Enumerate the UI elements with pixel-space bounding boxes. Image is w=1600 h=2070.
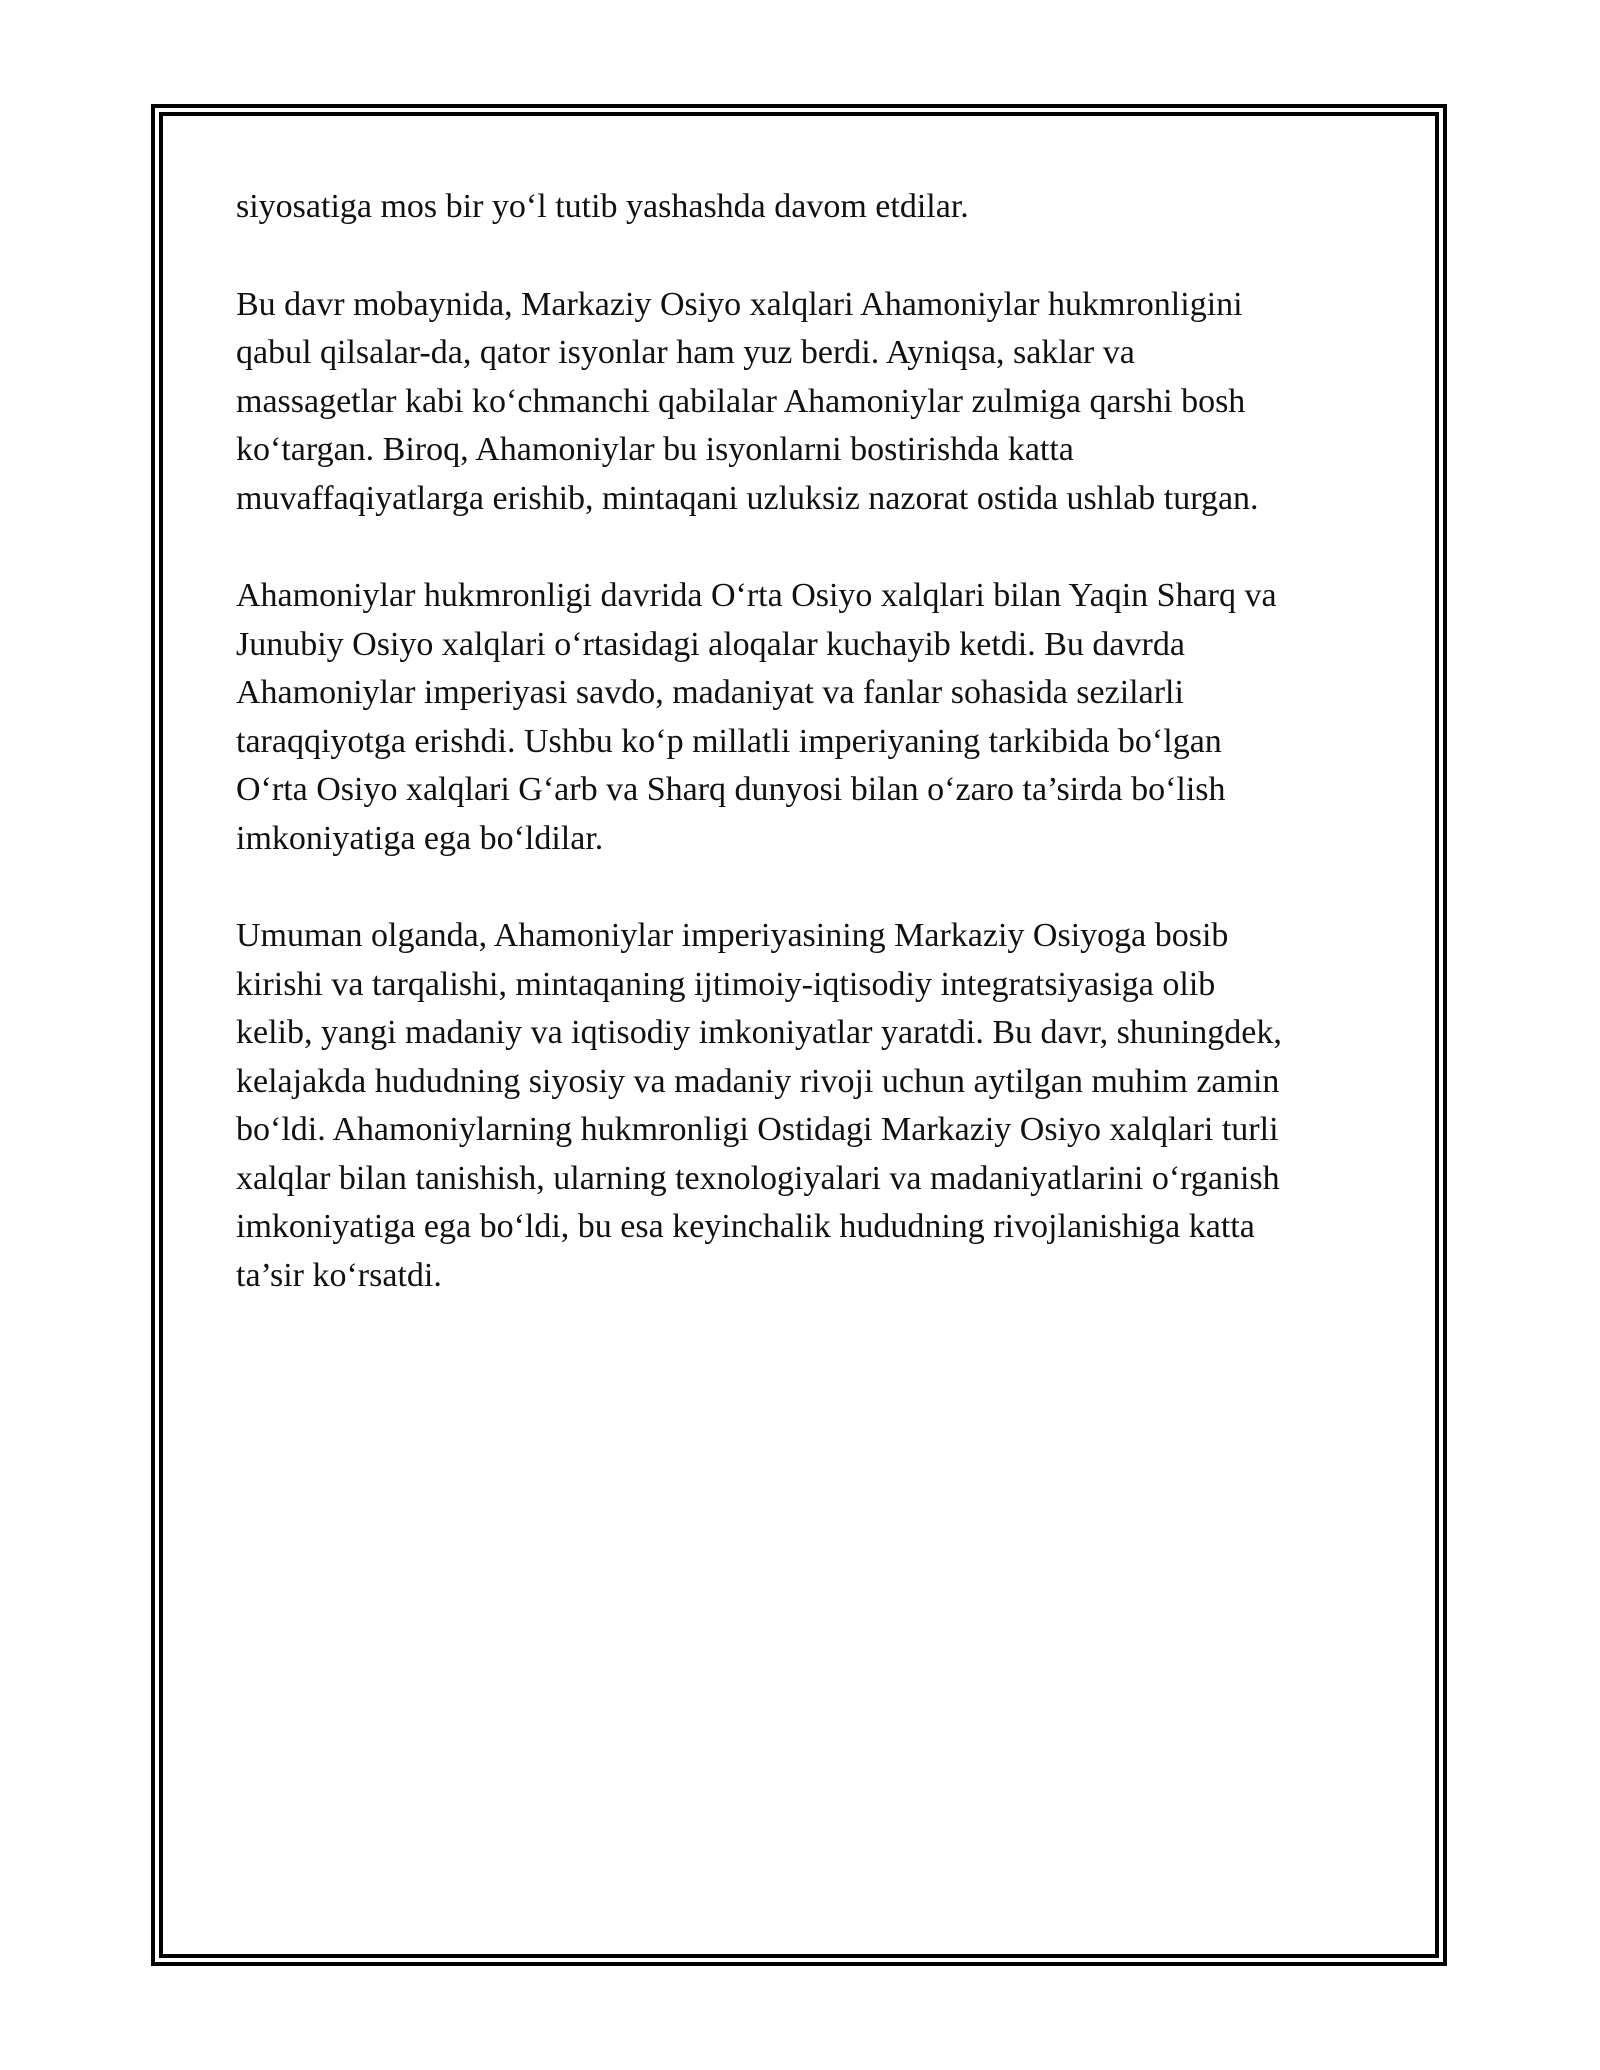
document-body — [236, 183, 1376, 1349]
paragraph-4: Umuman olganda, Ahamoniylar imperiyasining Markaziy Osiyoga bosib kirishi va tarqalishi, mintaqaning ijtimoiy-iqtisodiy integratsiyasiga olib kelib, yangi madaniy va iqtisodiy imkoniyatlar yaratdi. Bu davr, shuningdek, kelajakda hududning siyosiy va madaniy rivoji uchun aytilgan muhim zamin bo‘ldi. Ahamoniylarning hukmronligi Ostidagi Markaziy Osiyo xalqlari turli xalqlar bilan tanishish, ularning texnologiyalari va madaniyatlarini o‘rganish imkoniyatiga ega bo‘ldi, bu esa keyinchalik hududning rivojlanishiga katta ta’sir ko‘rsatdi. — [236, 917, 1282, 1294]
paragraph-2: Bu davr mobaynida, Markaziy Osiyo xalqlari Ahamoniylar hukmronligini qabul qilsalar-da, qator isyonlar ham yuz berdi. Ayniqsa, saklar va massagetlar kabi ko‘chmanchi qabilalar Ahamoniylar zulmiga qarshi bosh ko‘targan. Biroq, Ahamoniylar bu isyonlarni bostirishda katta muvaffaqiyatlarga erishib, mintaqani uzluksiz nazorat ostida ushlab turgan. — [236, 285, 1259, 517]
paragraph-3: Ahamoniylar hukmronligi davrida O‘rta Osiyo xalqlari bilan Yaqin Sharq va Junubiy Osiyo xalqlari o‘rtasidagi aloqalar kuchayib ketdi. Bu davrda Ahamoniylar imperiyasi savdo, madaniyat va fanlar sohasida sezilarli taraqqiyotga erishdi. Ushbu ko‘p millatli imperiyaning tarkibida bo‘lgan O‘rta Osiyo xalqlari G‘arb va Sharq dunyosi bilan o‘zaro ta’sirda bo‘lish imkoniyatiga ega bo‘ldilar. — [236, 577, 1277, 857]
paragraph-1: siyosatiga mos bir yo‘l tutib yashashda davom etdilar. — [236, 188, 969, 225]
